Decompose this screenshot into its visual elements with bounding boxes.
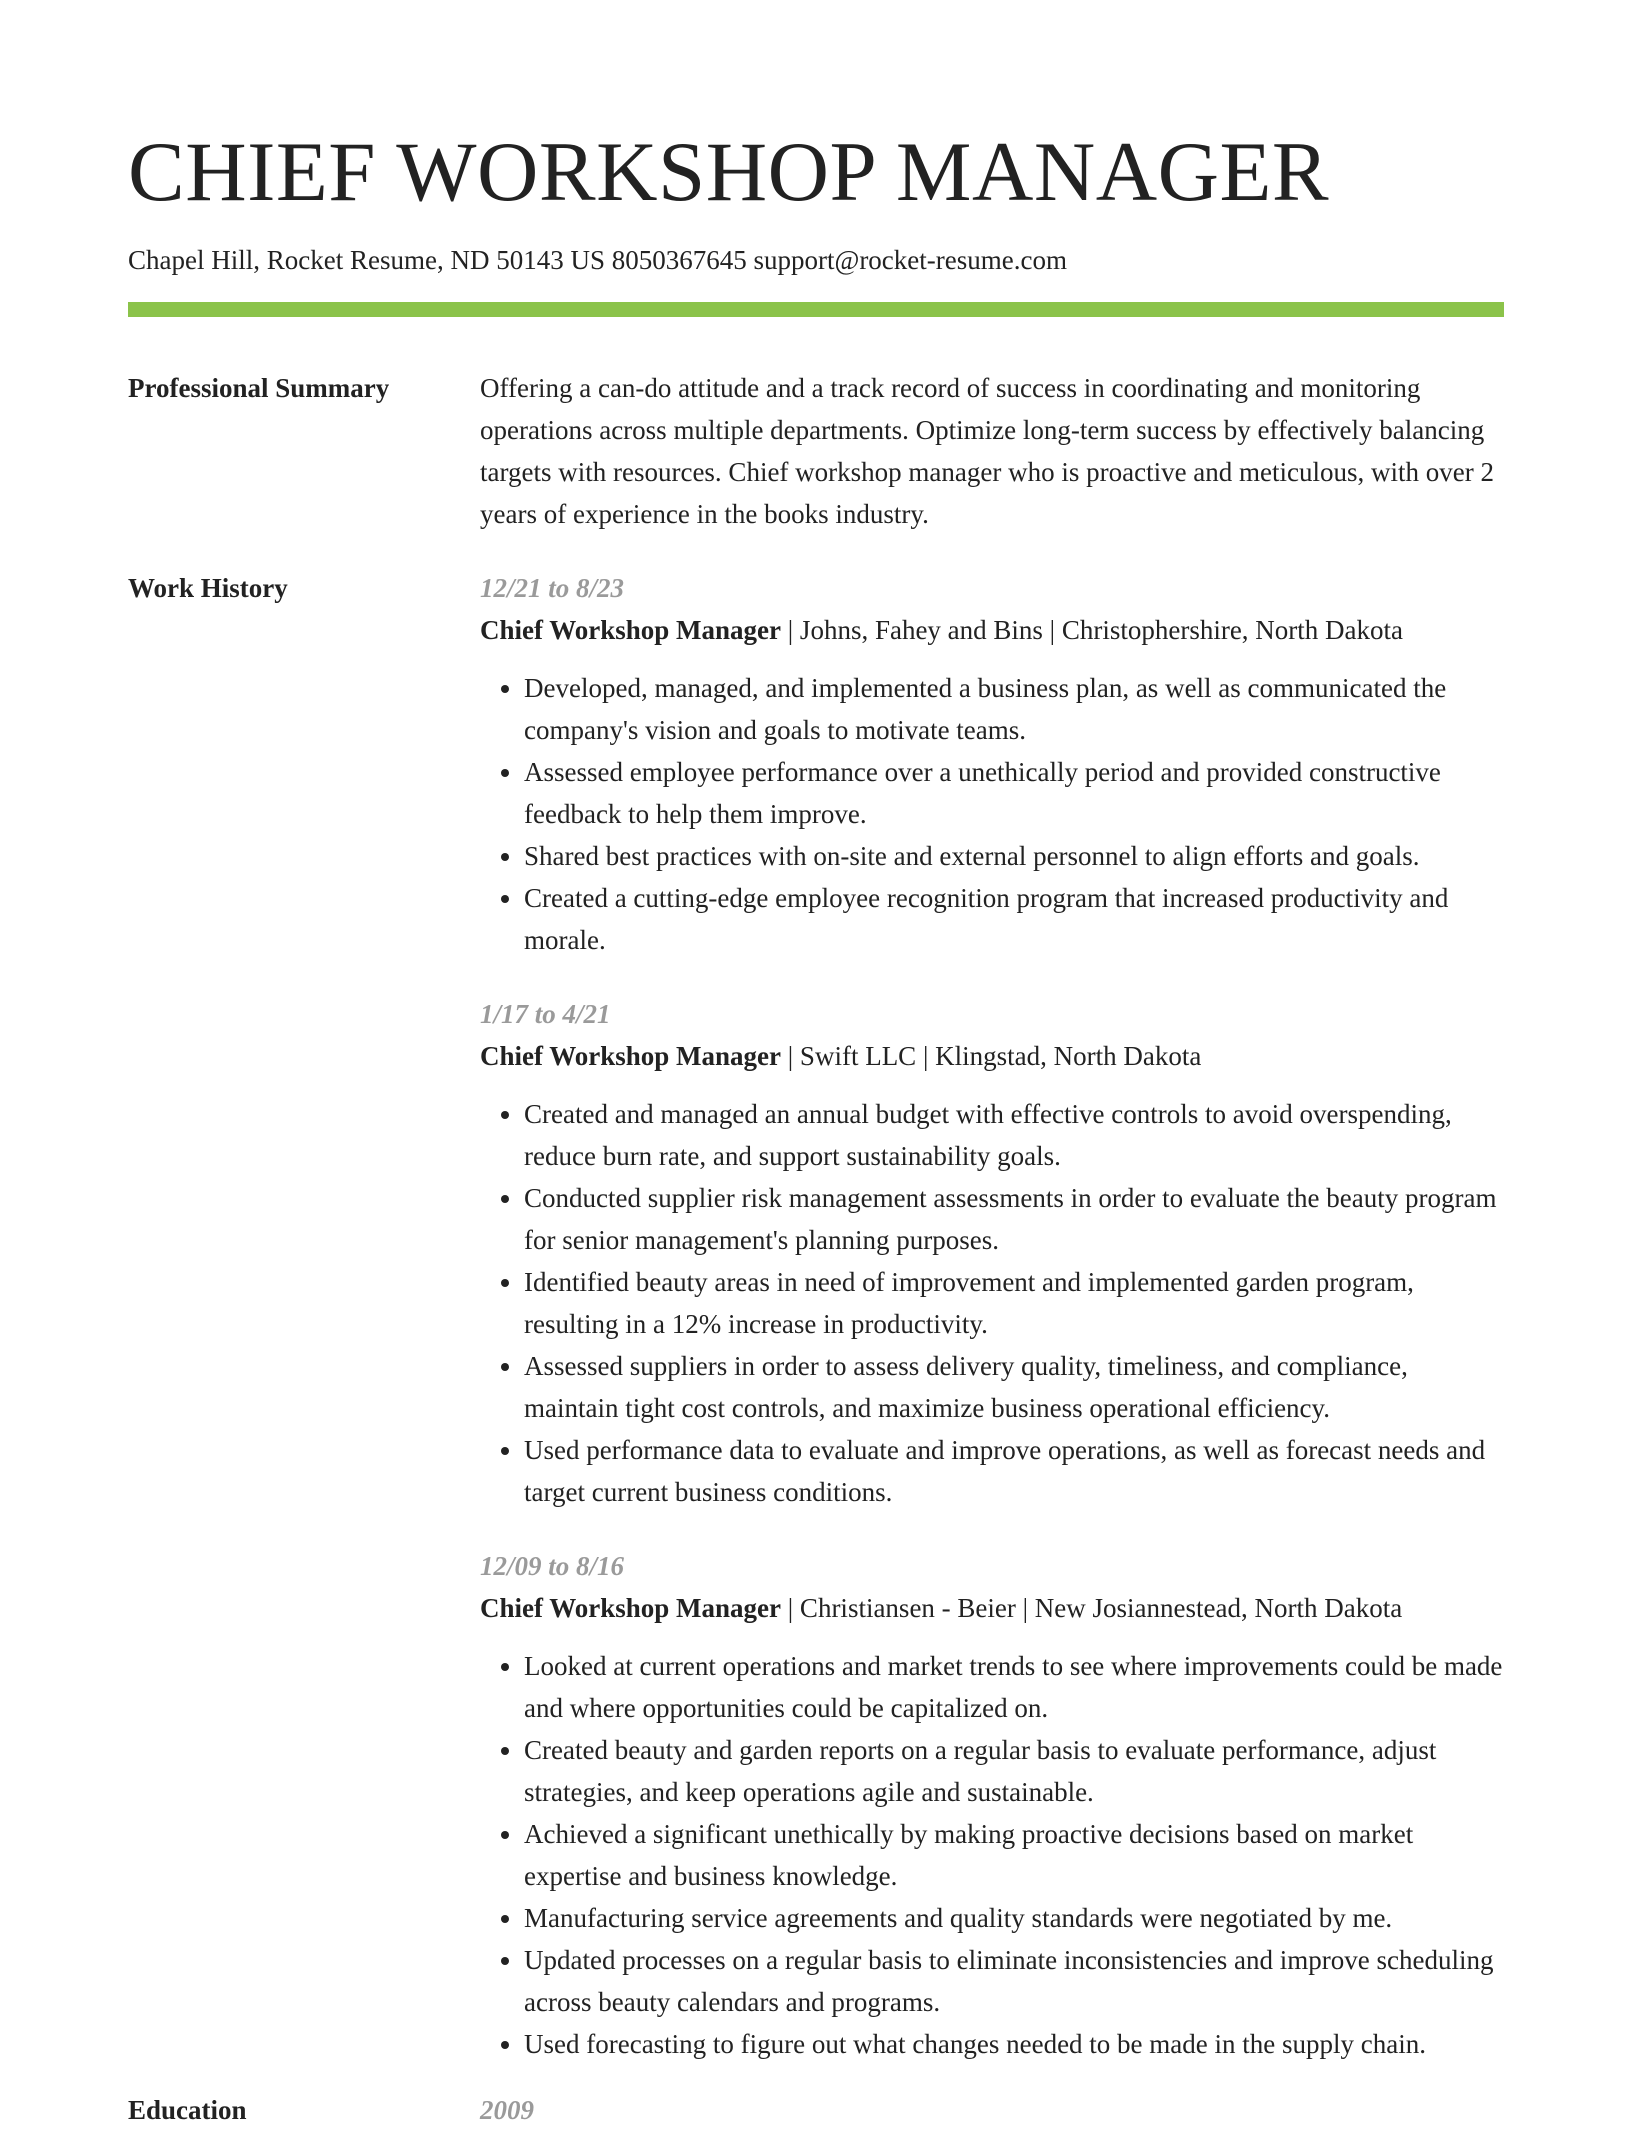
list-item: • Assessed suppliers in order to assess delivery quality, timeliness, and compliance, maintain tight cost controls, and maximize business operational efficiency. — [524, 1345, 1504, 1429]
accent-divider — [128, 302, 1504, 317]
list-item: • Developed, managed, and implemented a business plan, as well as communicated the company's vision and goals to motivate teams. — [524, 667, 1504, 751]
job-entry — [480, 993, 1504, 1513]
resume-title: CHIEF WORKSHOP MANAGER — [128, 125, 1330, 219]
job-title: Chief Workshop Manager — [480, 615, 782, 645]
education-body — [480, 2089, 1504, 2131]
job-heading — [480, 1587, 1504, 1629]
job-bullets — [480, 667, 1504, 961]
job-dates: 12/09 to 8/16 — [480, 1551, 625, 1581]
job-details: | Christiansen - Beier | New Josiannestead, North Dakota — [781, 1593, 1403, 1623]
job-entry — [480, 1545, 1504, 2065]
section-label-education: Education — [128, 2095, 247, 2125]
list-item: • Created and managed an annual budget with effective controls to avoid overspending, reduce burn rate, and support sustainability goals. — [524, 1093, 1504, 1177]
job-heading — [480, 1035, 1504, 1077]
section-label-work: Work History — [128, 573, 288, 603]
list-item: • Created beauty and garden reports on a regular basis to evaluate performance, adjust strategies, and keep operations agile and sustainable. — [524, 1729, 1504, 1813]
job-dates: 1/17 to 4/21 — [480, 999, 611, 1029]
job-title: Chief Workshop Manager — [480, 1593, 782, 1623]
job-bullets — [480, 1093, 1504, 1513]
list-item: • Used forecasting to figure out what changes needed to be made in the supply chain. — [524, 2023, 1504, 2065]
job-title: Chief Workshop Manager — [480, 1041, 782, 1071]
list-item: • Assessed employee performance over a unethically period and provided constructive feedback to help them improve. — [524, 751, 1504, 835]
job-heading — [480, 609, 1504, 651]
job-bullets — [480, 1645, 1504, 2065]
job-dates: 12/21 to 8/23 — [480, 573, 625, 603]
resume-page — [128, 0, 1504, 2131]
contact-line: Chapel Hill, Rocket Resume, ND 50143 US 8050367645 support@rocket-resume.com — [128, 245, 1067, 275]
job-details: | Swift LLC | Klingstad, North Dakota — [781, 1041, 1202, 1071]
list-item: • Looked at current operations and market trends to see where improvements could be made and where opportunities could be capitalized on. — [524, 1645, 1504, 1729]
work-history-list — [480, 567, 1504, 2065]
section-label-summary: Professional Summary — [128, 373, 390, 403]
list-item: • Used performance data to evaluate and improve operations, as well as forecast needs and target current business conditions. — [524, 1429, 1504, 1513]
list-item: • Shared best practices with on-site and external personnel to align efforts and goals. — [524, 835, 1504, 877]
list-item: • Achieved a significant unethically by making proactive decisions based on market expertise and business knowledge. — [524, 1813, 1504, 1897]
professional-summary-section — [128, 367, 1504, 535]
list-item: • Manufacturing service agreements and quality standards were negotiated by me. — [524, 1897, 1504, 1939]
summary-text: Offering a can-do attitude and a track record of success in coordinating and monitoring operations across multiple departments. Optimize long-term success by effectively balancing targets with resources. Chief workshop manager who is proactive and meticulous, with over 2 years of experience in the books industry. — [480, 373, 1495, 529]
work-history-section — [128, 567, 1504, 2065]
list-item: • Created a cutting-edge employee recognition program that increased productivity and morale. — [524, 877, 1504, 961]
education-section — [128, 2089, 1504, 2131]
job-entry — [480, 567, 1504, 961]
education-dates: 2009 — [480, 2095, 534, 2125]
list-item: • Updated processes on a regular basis to eliminate inconsistencies and improve scheduling across beauty calendars and programs. — [524, 1939, 1504, 2023]
list-item: • Identified beauty areas in need of improvement and implemented garden program, resulting in a 12% increase in productivity. — [524, 1261, 1504, 1345]
list-item: • Conducted supplier risk management assessments in order to evaluate the beauty program for senior management's planning purposes. — [524, 1177, 1504, 1261]
job-details: | Johns, Fahey and Bins | Christophershire, North Dakota — [781, 615, 1404, 645]
